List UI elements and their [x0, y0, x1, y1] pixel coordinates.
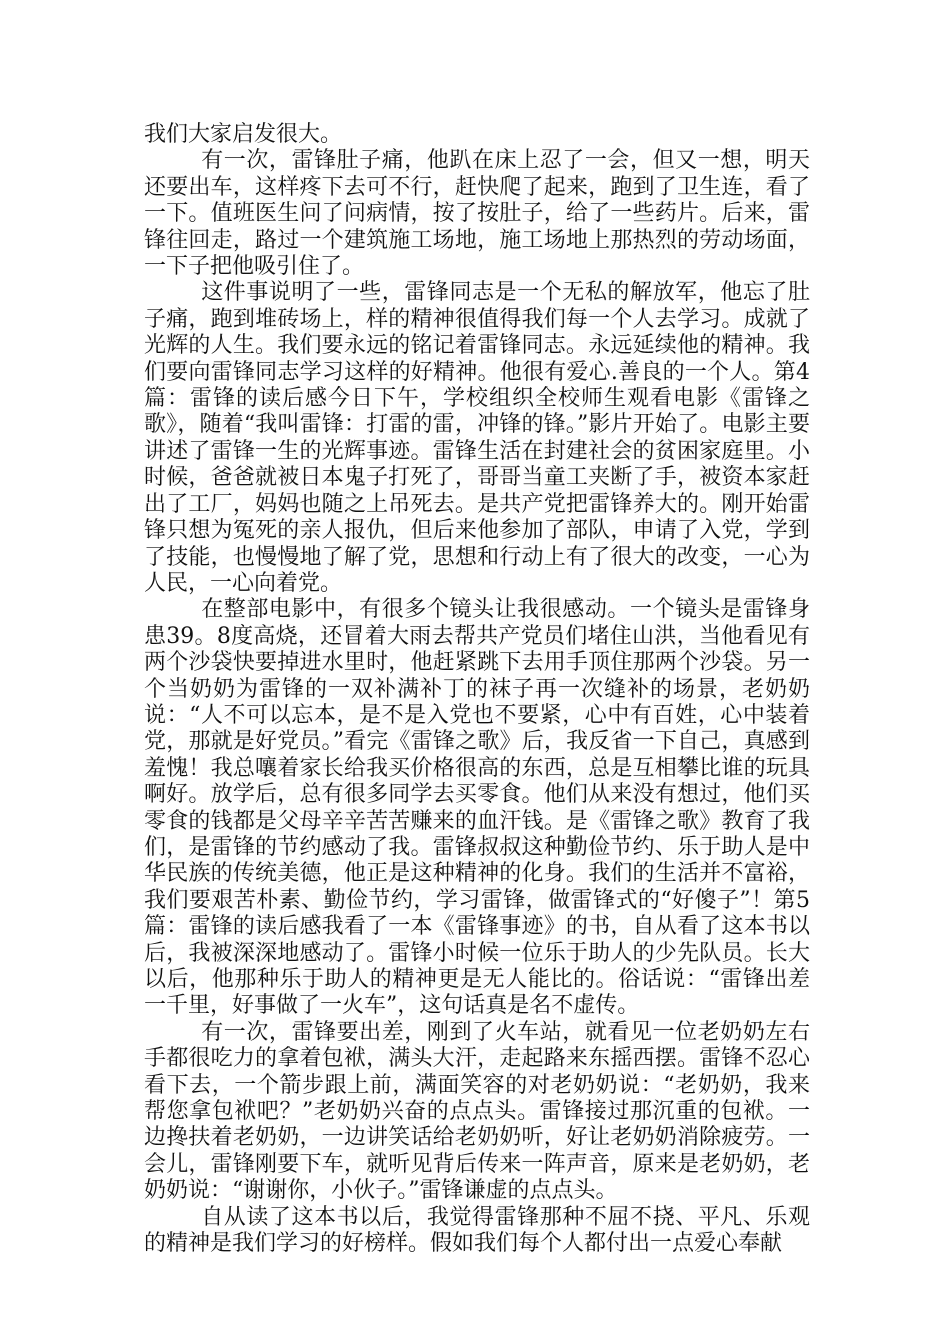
paragraph-6: 自从读了这本书以后，我觉得雷锋那种不屈不挠、平凡、乐观的精神是我们学习的好榜样。假如我们每个人都付出一点爱心奉献 — [144, 1204, 810, 1257]
paragraph-2: 有一次，雷锋肚子痛，他趴在床上忍了一会，但又一想，明天还要出车，这样疼下去可不行，赶快爬了起来，跑到了卫生连，看了一下。值班医生问了问病情，按了按肚子，给了一些药片。后来，雷锋往回走，路过一个建筑施工场地，施工场地上那热烈的劳动场面，一下子把他吸引住了。 — [144, 148, 810, 280]
document-body — [144, 122, 810, 1257]
paragraph-1: 我们大家启发很大。 — [144, 122, 343, 147]
paragraph-5: 有一次，雷锋要出差，刚到了火车站，就看见一位老奶奶左右手都很吃力的拿着包袱，满头大汗，走起路来东摇西摆。雷锋不忍心看下去，一个箭步跟上前，满面笑容的对老奶奶说：“老奶奶，我来帮您拿包袱吧？”老奶奶兴奋的点点头。雷锋接过那沉重的包袱。一边搀扶着老奶奶，一边讲笑话给老奶奶听，好让老奶奶消除疲劳。一会儿，雷锋刚要下车，就听见背后传来一阵声音，原来是老奶奶，老奶奶说：“谢谢你，小伙子。”雷锋谦虚的点点头。 — [144, 1019, 810, 1204]
paragraph-4: 在整部电影中，有很多个镜头让我很感动。一个镜头是雷锋身患39。8度高烧，还冒着大雨去帮共产党员们堵住山洪，当他看见有两个沙袋快要掉进水里时，他赶紧跳下去用手顶住那两个沙袋。另一个当奶奶为雷锋的一双补满补丁的袜子再一次缝补的场景，老奶奶说：“人不可以忘本，是不是入党也不要紧，心中有百姓，心中装着党，那就是好党员。”看完《雷锋之歌》后，我反省一下自己，真感到羞愧！我总嚷着家长给我买价格很高的东西，总是互相攀比谁的玩具啊好。放学后，总有很多同学去买零食。他们从来没有想过，他们买零食的钱都是父母辛辛苦苦赚来的血汗钱。是《雷锋之歌》教育了我们，是雷锋的节约感动了我。雷锋叔叔这种勤俭节约、乐于助人是中华民族的传统美德，他正是这种精神的化身。我们的生活并不富裕，我们要艰苦朴素、勤俭节约，学习雷锋，做雷锋式的“好傻子”！第5篇：雷锋的读后感我看了一本《雷锋事迹》的书，自从看了这本书以后，我被深深地感动了。雷锋小时候一位乐于助人的少先队员。长大以后，他那种乐于助人的精神更是无人能比的。俗话说：“雷锋出差一千里，好事做了一火车”，这句话真是名不虚传。 — [144, 597, 810, 1019]
paragraph-3: 这件事说明了一些，雷锋同志是一个无私的解放军，他忘了肚子痛，跑到堆砖场上，样的精神很值得我们每一个人去学习。成就了光辉的人生。我们要永远的铭记着雷锋同志。永远延续他的精神。我们要向雷锋同志学习这样的好精神。他很有爱心.善良的一个人。第4篇：雷锋的读后感今日下午，学校组织全校师生观看电影《雷锋之歌》，随着“我叫雷锋：打雷的雷，冲锋的锋。”影片开始了。电影主要讲述了雷锋一生的光辉事迹。雷锋生活在封建社会的贫困家庭里。小时候，爸爸就被日本鬼子打死了，哥哥当童工夹断了手，被资本家赶出了工厂，妈妈也随之上吊死去。是共产党把雷锋养大的。刚开始雷锋只想为冤死的亲人报仇，但后来他参加了部队，申请了入党，学到了技能，也慢慢地了解了党，思想和行动上有了很大的改变，一心为人民，一心向着党。 — [144, 280, 810, 596]
